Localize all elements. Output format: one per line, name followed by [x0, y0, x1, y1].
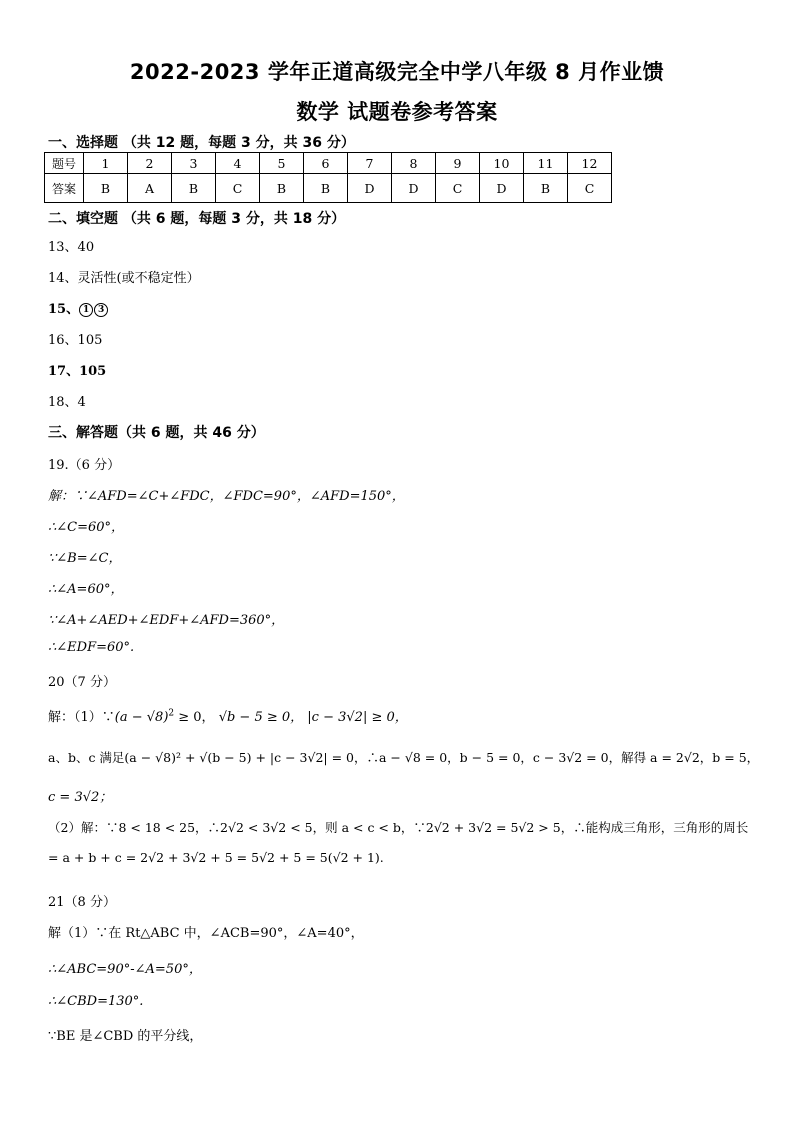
section-1-heading: 一、选择题 （共 12 题，每题 3 分，共 36 分） [48, 135, 355, 151]
question-number: 2 [128, 153, 172, 174]
answer-cell: D [480, 174, 524, 203]
answer-cell: D [348, 174, 392, 203]
answer-cell: C [436, 174, 480, 203]
question-number: 3 [172, 153, 216, 174]
q21-line-1: 解（1）∵在 Rt△ABC 中，∠ACB=90°，∠A=40°， [48, 926, 364, 941]
answer-cell: B [304, 174, 348, 203]
circled-number-1: 1 [79, 303, 93, 317]
question-number: 8 [392, 153, 436, 174]
answer-14: 14、灵活性(或不稳定性） [48, 271, 200, 286]
q20-exponent: 2 [168, 708, 175, 719]
answer-cell: A [128, 174, 172, 203]
circled-number-3: 3 [94, 303, 108, 317]
q19-line-2: ∴∠C=60°， [48, 520, 125, 535]
question-number: 5 [260, 153, 304, 174]
section-3-heading: 三、解答题（共 6 题，共 46 分） [48, 425, 265, 441]
q20-expr-c: √b − 5 ≥ 0， [218, 710, 304, 725]
q20-line-1 [48, 706, 408, 725]
q19-line-3: ∵∠B=∠C， [48, 551, 122, 566]
q20-expr-a: (a − √8) [114, 710, 169, 725]
question-number: 11 [524, 153, 568, 174]
row-label-answer: 答案 [45, 174, 84, 203]
q20-expr-d: |c − 3√2| ≥ 0， [307, 710, 408, 725]
q20-line-5: = a + b + c = 2√2 + 3√2 + 5 = 5√2 + 5 = 5(√2 + 1). [48, 850, 384, 865]
answer-15-prefix: 15、 [48, 302, 80, 317]
answer-15 [48, 298, 109, 317]
question-number: 4 [216, 153, 260, 174]
answer-cell: C [568, 174, 612, 203]
answer-cell: B [260, 174, 304, 203]
q20-line-2: a、b、c 满足(a − √8)² + √(b − 5) + |c − 3√2| = 0，∴a − √8 = 0，b − 5 = 0，c − 3√2 = 0，解得 a = 2√2，b = 5， [48, 750, 760, 765]
question-number: 10 [480, 153, 524, 174]
q19-line-5: ∵∠A+∠AED+∠EDF+∠AFD=360°， [48, 613, 285, 628]
answer-cell: D [392, 174, 436, 203]
q19-line-6: ∴∠EDF=60°. [48, 640, 135, 655]
answer-table [44, 152, 612, 203]
answer-row [45, 174, 612, 203]
document-subtitle: 数学 试题卷参考答案 [296, 100, 498, 124]
question-number: 6 [304, 153, 348, 174]
answer-cell: B [84, 174, 128, 203]
q20-line-1-prefix: 解：（1）∵ [48, 710, 115, 725]
q20-expr-b: ≥ 0， [174, 710, 219, 725]
answer-cell: B [524, 174, 568, 203]
answer-cell: C [216, 174, 260, 203]
q21-heading: 21（8 分） [48, 895, 116, 910]
q19-line-4: ∴∠A=60°， [48, 582, 124, 597]
question-number: 12 [568, 153, 612, 174]
answer-13: 13、40 [48, 240, 95, 255]
section-2-heading: 二、填空题 （共 6 题，每题 3 分，共 18 分） [48, 211, 346, 227]
question-number-row [45, 153, 612, 174]
q19-heading: 19.（6 分） [48, 458, 121, 473]
q19-line-1: 解：∵∠AFD=∠C+∠FDC，∠FDC=90°，∠AFD=150°， [48, 489, 405, 504]
answer-17: 17、105 [48, 364, 107, 379]
q21-line-4: ∵BE 是∠CBD 的平分线， [48, 1029, 203, 1044]
answer-16: 16、105 [48, 333, 103, 348]
q21-line-3: ∴∠CBD=130°. [48, 994, 144, 1009]
question-number: 1 [84, 153, 128, 174]
q20-heading: 20（7 分） [48, 675, 116, 690]
q20-line-3: c = 3√2； [48, 790, 113, 805]
q21-line-2: ∴∠ABC=90°-∠A=50°， [48, 962, 202, 977]
document-title: 2022-2023 学年正道高级完全中学八年级 8 月作业馈 [129, 60, 665, 84]
answer-cell: B [172, 174, 216, 203]
row-label-question: 题号 [45, 153, 84, 174]
q20-line-4: （2）解：∵8 < 18 < 25，∴2√2 < 3√2 < 5，则 a < c < b，∵2√2 + 3√2 = 5√2 > 5，∴能构成三角形，三角形的周长 [48, 820, 749, 835]
question-number: 9 [436, 153, 480, 174]
question-number: 7 [348, 153, 392, 174]
answer-18: 18、4 [48, 395, 86, 410]
